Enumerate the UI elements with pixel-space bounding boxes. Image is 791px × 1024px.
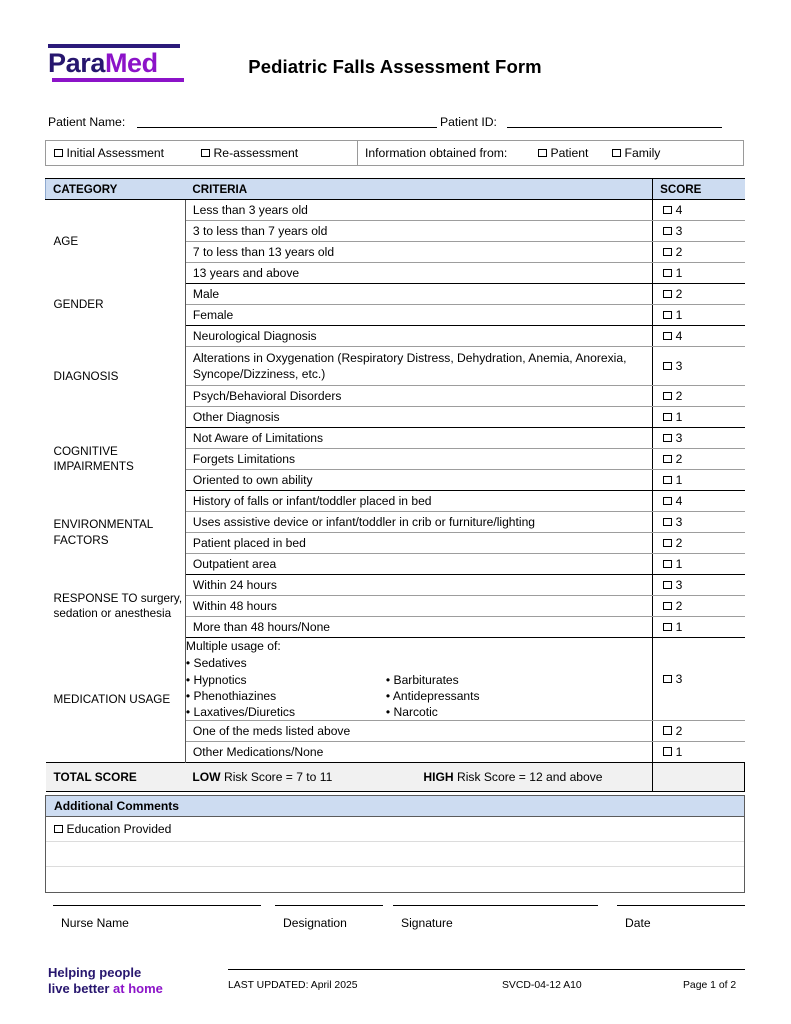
criteria-cell: Oriented to own ability [185,470,652,491]
checkbox-icon[interactable] [538,149,547,158]
patient-id-label: Patient ID: [440,115,497,129]
score-checkbox-cell[interactable] [653,638,745,720]
score-checkbox-cell[interactable] [653,617,745,638]
patient-name-label: Patient Name: [48,115,126,129]
score-value: 2 [675,599,683,614]
score-checkbox-cell[interactable] [653,512,745,533]
tagline-line-2: live better at home [48,981,163,997]
score-value: 2 [675,536,683,551]
score-value: 1 [675,557,683,572]
medication-list-heading: Multiple usage of: [185,639,281,654]
checkbox-icon[interactable] [663,747,672,756]
score-value: 2 [675,389,683,404]
score-value: 3 [675,359,683,374]
score-value: 3 [675,515,683,530]
score-value: 2 [675,287,683,301]
checkbox-icon[interactable] [663,290,672,299]
footer-document-code: SVCD-04-12 A10 [502,980,582,991]
score-checkbox-cell[interactable] [653,305,745,326]
signature-field-date[interactable] [617,905,745,930]
score-checkbox-cell[interactable] [653,470,745,491]
criteria-cell: Outpatient area [185,554,652,575]
additional-comments-section [45,795,745,893]
checkbox-icon[interactable] [663,269,672,278]
patient-info-row [45,113,745,133]
footer-divider [228,969,745,970]
total-score-label: TOTAL SCORE [46,762,186,791]
checkbox-icon[interactable] [663,413,672,422]
checkbox-source-family[interactable] [612,141,660,165]
checkbox-icon[interactable] [663,518,672,527]
table-row [46,284,745,305]
signature-label: Date [625,916,651,930]
medication-item: • Sedatives [185,656,247,671]
checkbox-icon[interactable] [663,497,672,506]
vertical-divider [357,141,358,165]
criteria-cell: Less than 3 years old [185,200,652,221]
total-score-row [46,762,745,791]
medication-item: • Laxatives/Diuretics [185,704,295,719]
score-checkbox-cell[interactable] [653,491,745,512]
signature-field-designation[interactable] [275,905,383,930]
medication-item: • Phenothiazines [185,688,277,703]
criteria-cell: Psych/Behavioral Disorders [185,386,652,407]
criteria-cell: Other Medications/None [185,741,652,762]
criteria-cell: 3 to less than 7 years old [185,221,652,242]
table-row [46,491,745,512]
signature-area [45,905,745,950]
score-checkbox-cell[interactable] [653,720,745,741]
table-row [46,638,745,720]
signature-label: Signature [401,916,453,930]
score-value: 4 [675,494,683,509]
score-checkbox-cell[interactable] [653,347,745,386]
patient-name-input[interactable] [137,113,437,128]
high-risk-legend: HIGH Risk Score = 12 and above [423,769,603,784]
score-checkbox-cell[interactable] [653,575,745,596]
score-value: 2 [675,245,683,259]
page-footer [45,960,745,1008]
additional-comments-heading: Additional Comments [46,796,744,817]
criteria-cell: Female [185,305,652,326]
criteria-cell: 7 to less than 13 years old [185,242,652,263]
table-row [46,326,745,347]
medication-item: • Antidepressants [385,688,480,703]
education-provided-label: Education Provided [66,822,172,836]
checkbox-icon[interactable] [663,248,672,257]
checkbox-education-provided[interactable] [46,817,744,842]
column-header-criteria: CRITERIA [185,179,652,200]
signature-label: Designation [283,916,347,930]
signature-field-signature[interactable] [393,905,598,930]
category-age: AGE [46,200,186,284]
category-environmental-factors: ENVIRONMENTAL FACTORS [46,491,186,575]
checkbox-icon[interactable] [663,560,672,569]
logo-bottom-bar [52,78,184,82]
category-gender: GENDER [46,284,186,326]
score-value: 3 [675,431,683,446]
criteria-cell: Within 24 hours [185,575,652,596]
table-header-row [46,179,745,200]
checkbox-icon[interactable] [663,362,672,371]
checkbox-icon[interactable] [663,206,672,215]
column-header-category: CATEGORY [46,179,186,200]
score-value: 1 [675,308,683,322]
score-checkbox-cell[interactable] [653,428,745,449]
score-value: 3 [675,578,683,593]
score-checkbox-cell[interactable] [653,284,745,305]
score-checkbox-cell[interactable] [653,741,745,762]
checkbox-icon[interactable] [663,675,672,684]
score-value: 1 [675,744,683,759]
checkbox-icon[interactable] [54,825,63,834]
score-value: 1 [675,620,683,635]
criteria-cell: 13 years and above [185,263,652,284]
checkbox-icon[interactable] [663,476,672,485]
column-header-score: SCORE [653,179,745,200]
checkbox-icon[interactable] [612,149,621,158]
checkbox-icon[interactable] [663,581,672,590]
score-value: 2 [675,452,683,467]
medication-item: • Narcotic [385,704,438,719]
medication-list-cell [185,638,652,720]
comments-write-line[interactable] [46,867,744,892]
category-medication-usage: MEDICATION USAGE [46,638,186,762]
risk-score-legend [185,762,652,791]
score-value: 1 [675,410,683,425]
medication-item: • Hypnotics [185,672,247,687]
assessment-type-bar [45,140,744,166]
source-patient-label: Patient [550,146,589,160]
score-value: 4 [675,203,683,217]
table-row [46,575,745,596]
score-checkbox-cell[interactable] [653,242,745,263]
criteria-cell: History of falls or infant/toddler placed in bed [185,491,652,512]
signature-field-nurse-name[interactable] [53,905,261,930]
checkbox-icon[interactable] [663,455,672,464]
table-row [46,200,745,221]
criteria-cell: Patient placed in bed [185,533,652,554]
page-title: Pediatric Falls Assessment Form [248,56,542,77]
brand-tagline [48,965,163,997]
low-risk-legend: LOW Risk Score = 7 to 11 [192,769,333,784]
signature-label: Nurse Name [61,916,129,930]
criteria-cell: Uses assistive device or infant/toddler in crib or furniture/lighting [185,512,652,533]
checkbox-icon[interactable] [663,726,672,735]
checkbox-reassessment[interactable] [201,141,298,165]
info-obtained-label: Information obtained from: [365,146,508,160]
criteria-cell: Within 48 hours [185,596,652,617]
checkbox-icon[interactable] [54,149,63,158]
checkbox-icon[interactable] [663,332,672,341]
criteria-cell: More than 48 hours/None [185,617,652,638]
footer-last-updated: LAST UPDATED: April 2025 [228,980,358,991]
checkbox-icon[interactable] [663,602,672,611]
score-checkbox-cell[interactable] [653,554,745,575]
criteria-cell: Other Diagnosis [185,407,652,428]
reassessment-label: Re-assessment [213,146,299,160]
checkbox-icon[interactable] [663,539,672,548]
total-score-input[interactable] [653,762,745,791]
score-value: 4 [675,329,683,343]
checkbox-icon[interactable] [201,149,210,158]
table-row [46,428,745,449]
falls-assessment-table [45,178,745,792]
score-value: 3 [675,672,683,687]
score-checkbox-cell[interactable] [653,596,745,617]
medication-column-left [186,655,386,719]
score-value: 3 [675,224,683,238]
criteria-cell: One of the meds listed above [185,720,652,741]
criteria-cell: Forgets Limitations [185,449,652,470]
source-family-label: Family [624,146,661,160]
criteria-cell: Not Aware of Limitations [185,428,652,449]
medication-item: • Barbiturates [385,672,459,687]
checkbox-icon[interactable] [663,311,672,320]
logo-text-para: Para [48,48,105,78]
checkbox-icon[interactable] [663,227,672,236]
footer-page-number: Page 1 of 2 [683,980,737,991]
criteria-cell: Alterations in Oxygenation (Respiratory Distress, Dehydration, Anemia, Anorexia, Syncope/Dizziness, etc.) [185,347,652,386]
comments-write-line[interactable] [46,842,744,867]
criteria-cell: Neurological Diagnosis [185,326,652,347]
checkbox-icon[interactable] [663,434,672,443]
medication-column-right [386,655,480,719]
criteria-cell: Male [185,284,652,305]
score-checkbox-cell[interactable] [653,221,745,242]
score-value: 1 [675,266,683,280]
patient-id-input[interactable] [507,113,722,128]
checkbox-icon[interactable] [663,392,672,401]
checkbox-source-patient[interactable] [538,141,588,165]
category-diagnosis: DIAGNOSIS [46,326,186,428]
category-cognitive-impairments: COGNITIVE IMPAIRMENTS [46,428,186,491]
initial-assessment-label: Initial Assessment [66,146,165,160]
score-checkbox-cell[interactable] [653,407,745,428]
checkbox-initial-assessment[interactable] [54,141,164,165]
score-checkbox-cell[interactable] [653,449,745,470]
logo-text-med: Med [104,48,158,78]
page-header [45,40,745,92]
score-checkbox-cell[interactable] [653,533,745,554]
score-checkbox-cell[interactable] [653,386,745,407]
score-checkbox-cell[interactable] [653,200,745,221]
category-response-to-surgery: RESPONSE TO surgery, sedation or anesthesia [46,575,186,638]
score-value: 1 [675,473,683,488]
tagline-line-1: Helping people [48,965,142,980]
score-checkbox-cell[interactable] [653,263,745,284]
score-value: 2 [675,723,683,738]
score-checkbox-cell[interactable] [653,326,745,347]
checkbox-icon[interactable] [663,623,672,632]
